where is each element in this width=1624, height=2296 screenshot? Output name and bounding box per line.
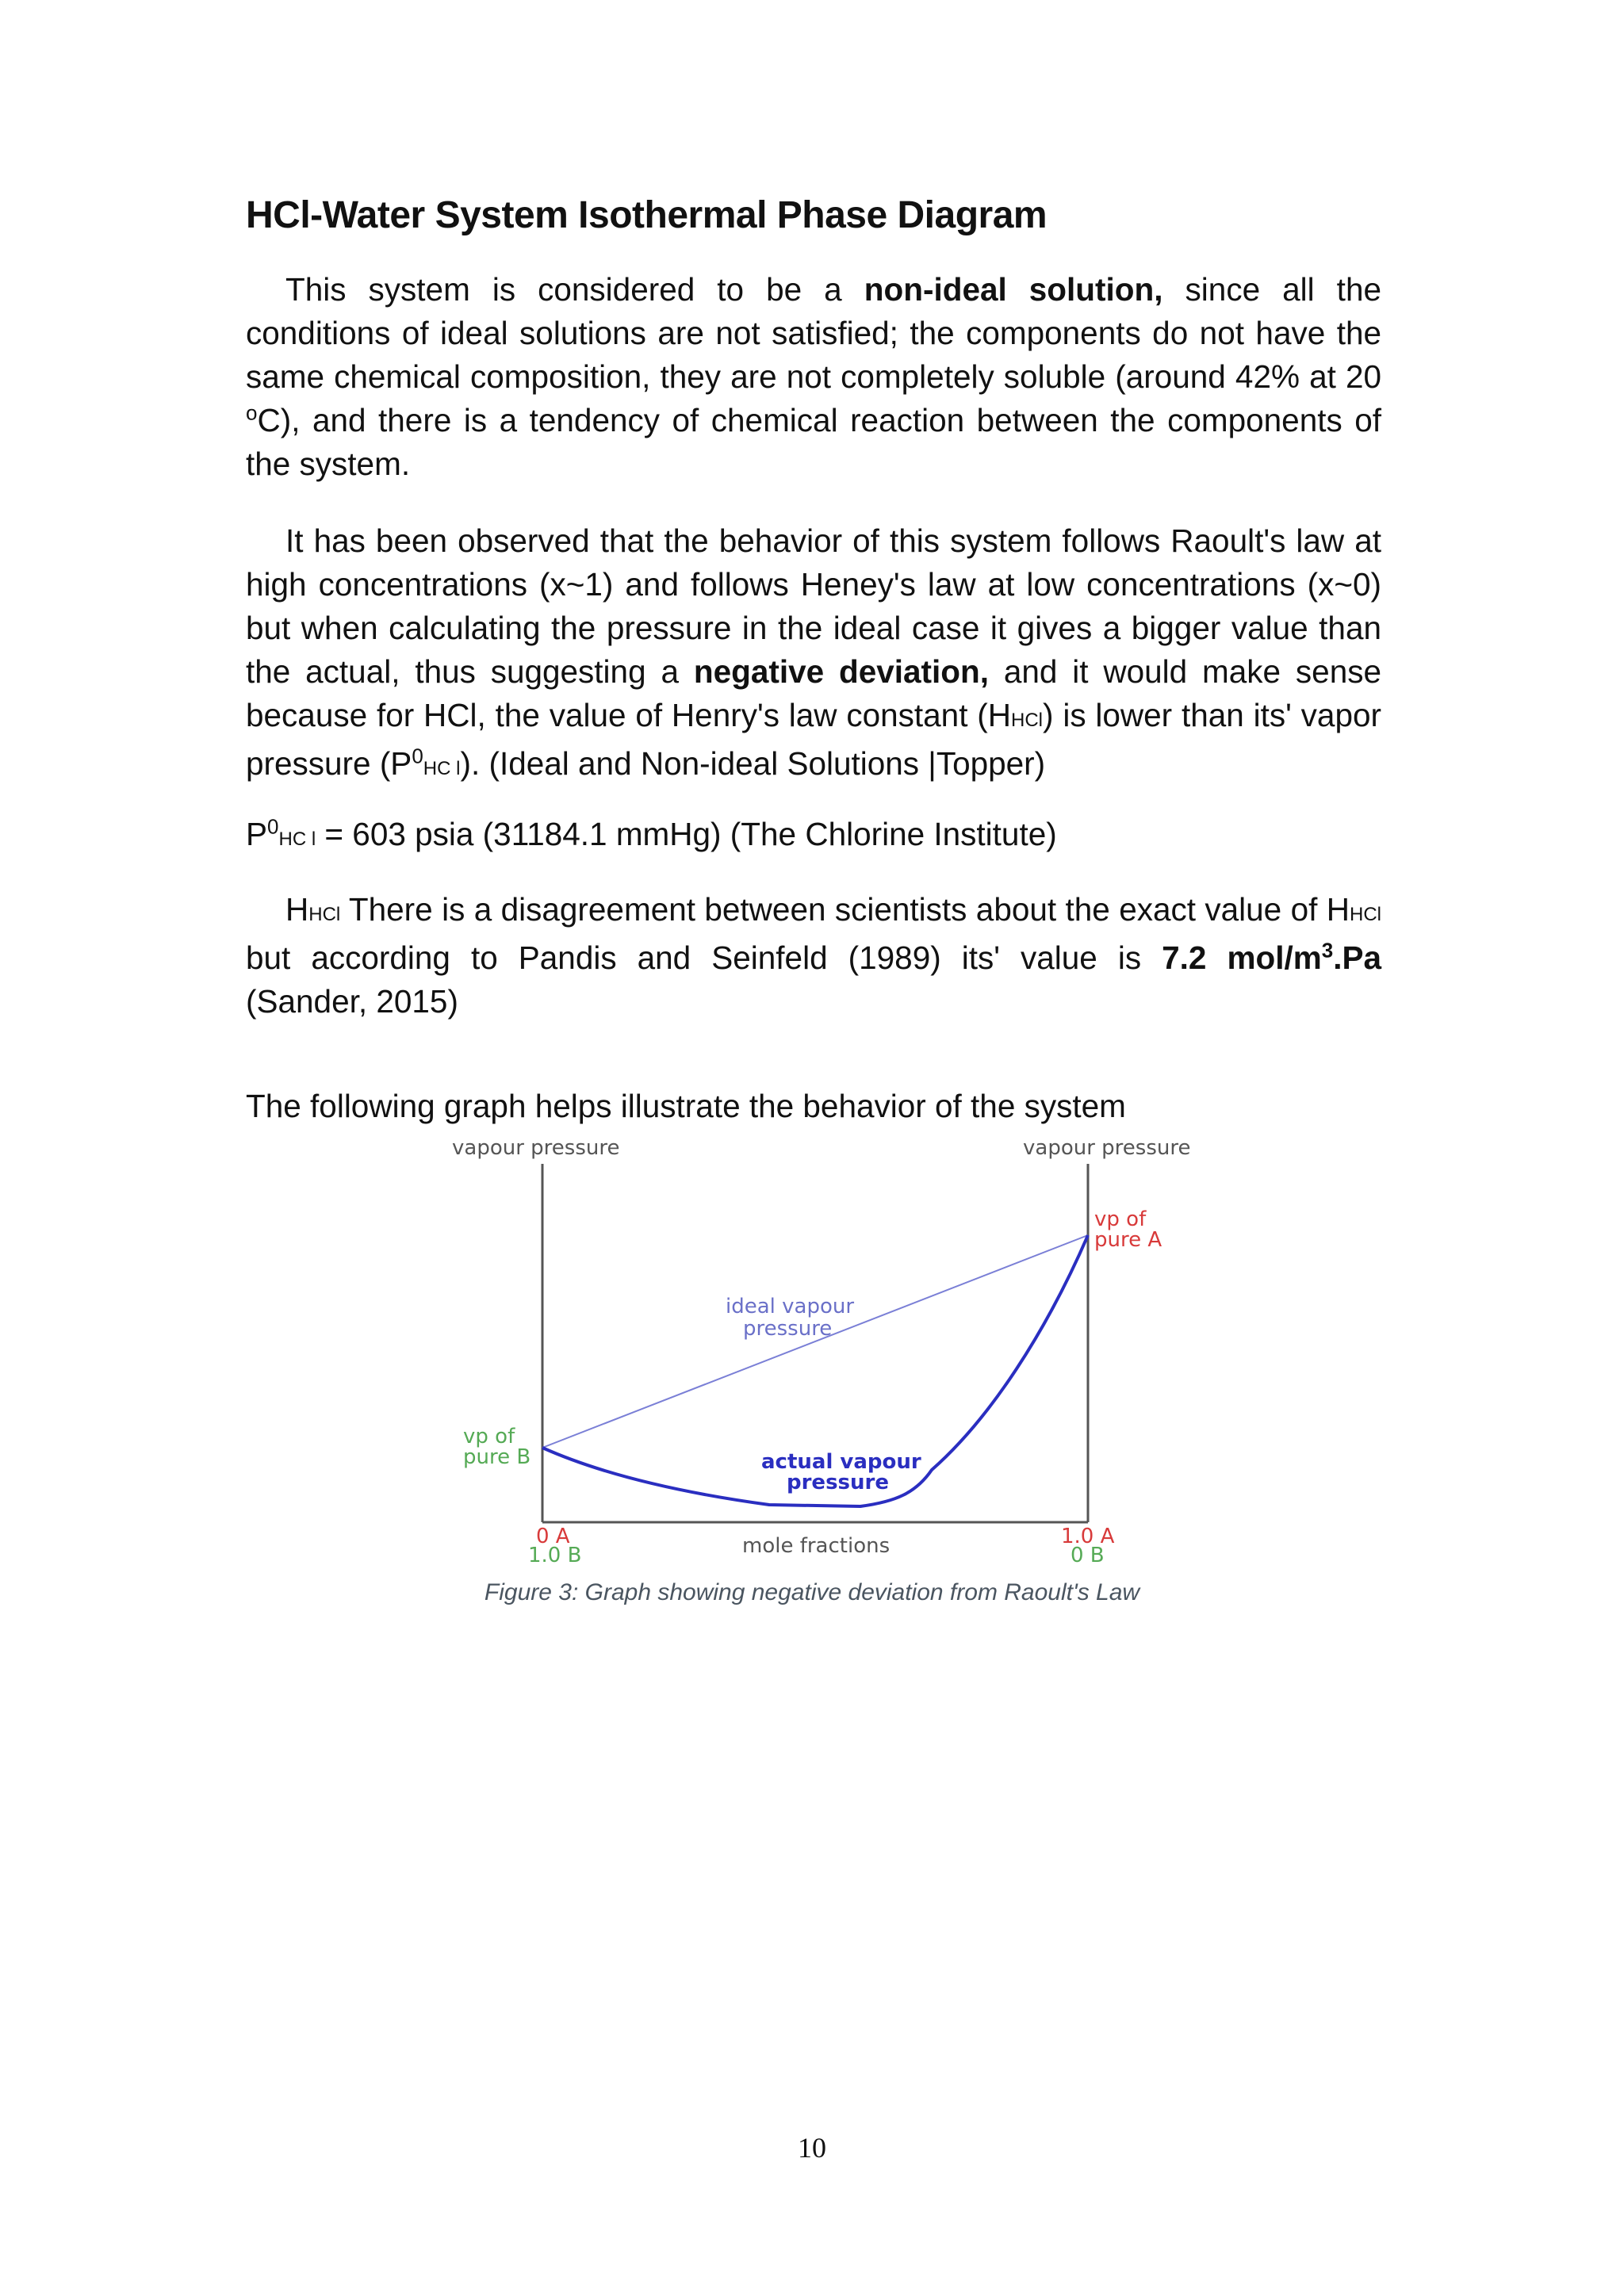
page-heading: HCl-Water System Isothermal Phase Diagram (246, 194, 1048, 236)
figure-caption: Figure 3: Graph showing negative deviation from Raoult's Law (484, 1579, 1140, 1605)
actual-vapour-label-line1: actual vapour (761, 1450, 921, 1474)
right-tick-line2: 0 B (1071, 1544, 1105, 1567)
x-axis-label: mole fractions (742, 1534, 891, 1558)
ideal-vapour-label-line2: pressure (743, 1317, 833, 1341)
ideal-vapour-pressure-line (542, 1235, 1088, 1448)
paragraph-graph-intro: The following graph helps illustrate the behavior of the system (246, 1088, 1126, 1124)
actual-vapour-label-line2: pressure (787, 1471, 889, 1494)
left-axis-label: vapour pressure (452, 1136, 620, 1160)
page-number: 10 (798, 2132, 826, 2164)
raoult-deviation-figure (444, 1132, 1191, 1576)
vp-pure-a-label-line1: vp of (1094, 1207, 1147, 1231)
left-tick-line1: 0 A (536, 1525, 570, 1548)
left-tick-line2: 1.0 B (528, 1544, 582, 1567)
right-tick-line1: 1.0 A (1061, 1525, 1115, 1548)
paragraph-non-ideal: This system is considered to be a non-ideal solution, since all the conditions of ideal solutions are not satisfied; the components do not have the same chemical composition, they are not completely soluble (around 42% at 20 $^o$C), and there is a tendency of chemical reaction between the components of the system. (246, 271, 1381, 482)
vp-pure-b-label-line2: pure B (463, 1445, 531, 1469)
paragraph-henry-constant: HHCl There is a disagreement between scientists about the exact value of HHCl but according to Pandis and Seinfeld (1989) its' value is 7.2 mol/$m^3.Pa$ (Sander, 2015) (246, 891, 1381, 1020)
vp-pure-a-label-line2: pure A (1094, 1228, 1162, 1252)
paragraph-negative-deviation: It has been observed that the behavior of this system follows Raoult's law at high concentrations (x~1) and follows Heney's law at low concentrations (x~0) but when calculating the pressure in the ideal case it gives a bigger value than the actual, thus suggesting a negative deviation, and it would make sense because for HCl, the value of Henry's law constant (HHCl) is lower than its' vapor pressure ($P^0HC$ l). (Ideal and Non-ideal Solutions |Topper) (246, 522, 1382, 782)
paragraph-vapor-pressure-value: $P^0HC$ l = 603 psia (31184.1 mmHg) (The Chlorine Institute) (246, 814, 1057, 852)
right-axis-label: vapour pressure (1023, 1136, 1191, 1160)
ideal-vapour-label-line1: ideal vapour (726, 1295, 855, 1318)
vp-pure-b-label-line1: vp of (463, 1425, 515, 1448)
